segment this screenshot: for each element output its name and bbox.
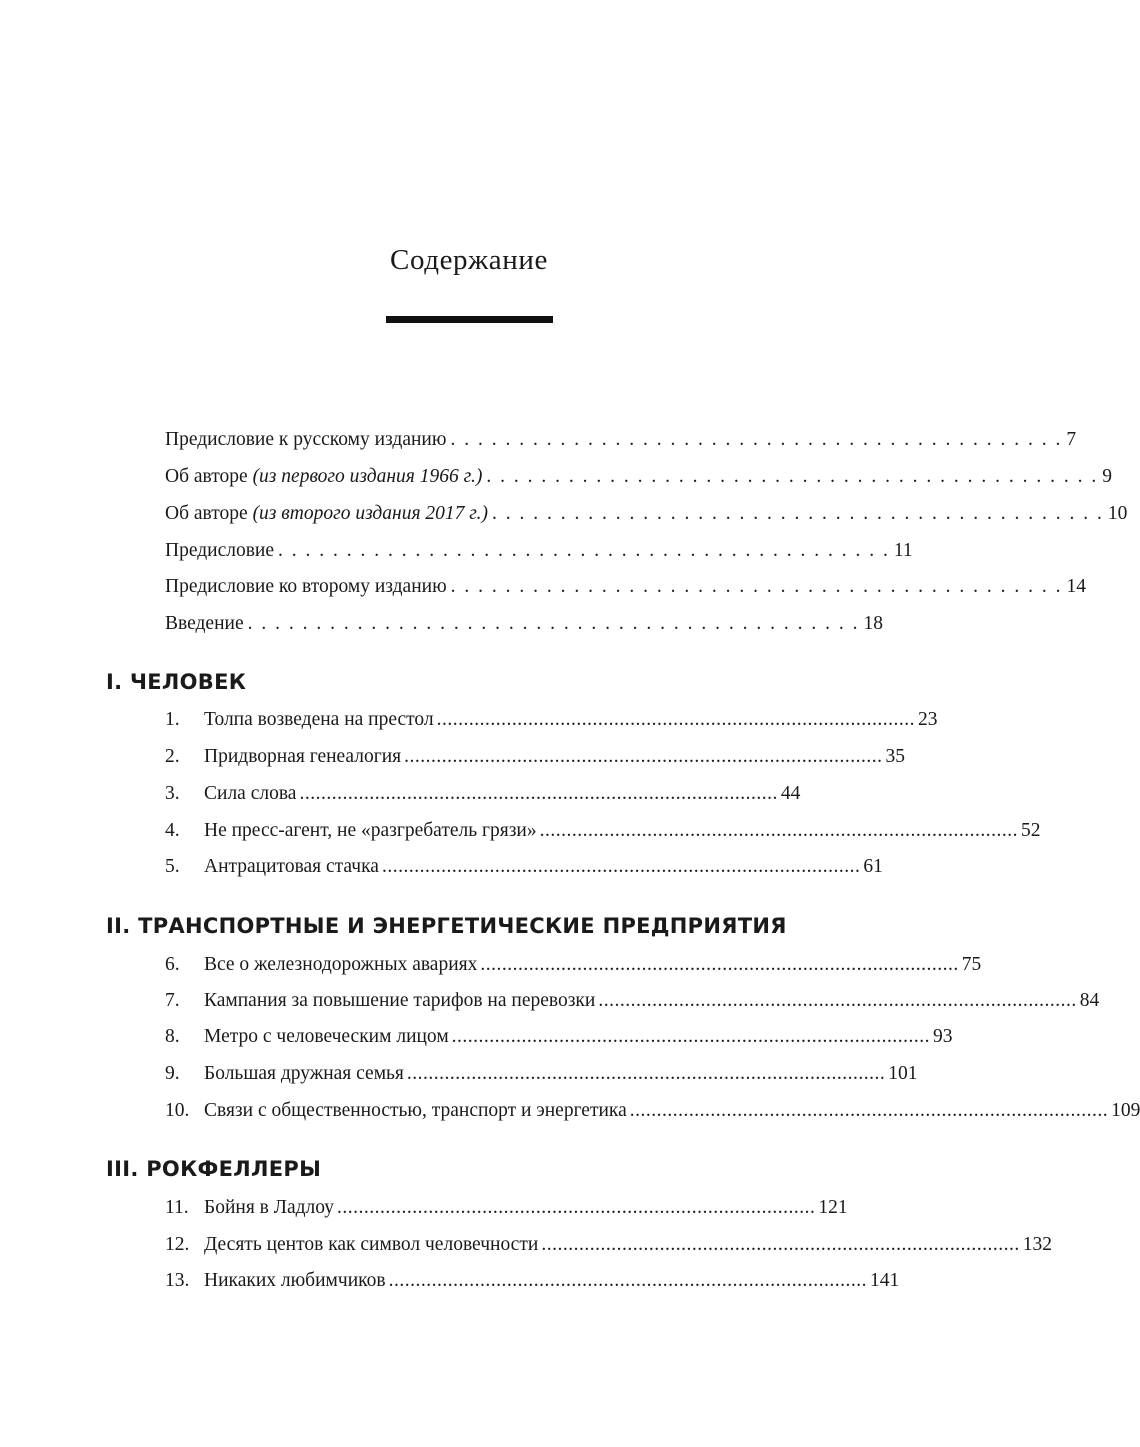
chapter-page: 35 xyxy=(885,746,906,767)
toc-entry[interactable] xyxy=(165,610,883,638)
toc-entry[interactable] xyxy=(165,463,1112,491)
chapter-title: Сила слова xyxy=(204,783,297,804)
toc-leader-dots: . . . . . . . . . . . . . . . . . . . . . . . . . . . . . . . . . . . . . . . . . . . . . xyxy=(278,540,890,561)
chapter-page: 93 xyxy=(933,1026,953,1047)
toc-chapter[interactable] xyxy=(165,1060,918,1088)
chapter-number: 7. xyxy=(165,990,180,1011)
chapter-title: Никаких любимчиков xyxy=(204,1270,386,1291)
toc-leader-dots: ......................................................................................... xyxy=(480,954,959,975)
toc-chapter[interactable] xyxy=(165,1097,1140,1125)
chapter-page: 44 xyxy=(780,783,801,804)
toc-leader-dots: ......................................................................................... xyxy=(451,1026,931,1047)
chapter-title: Антрацитовая стачка xyxy=(204,856,379,877)
chapter-page: 84 xyxy=(1079,990,1100,1011)
toc-entry-label: Предисловие ко второму изданию xyxy=(165,576,447,597)
chapter-number: 4. xyxy=(165,820,180,841)
chapter-title: Кампания за повышение тарифов на перевозки xyxy=(204,990,596,1011)
toc-entry-page: 18 xyxy=(863,613,883,634)
toc-leader-dots: . . . . . . . . . . . . . . . . . . . . . . . . . . . . . . . . . . . . . . . . . . . . . xyxy=(450,429,1063,450)
chapter-page: 75 xyxy=(961,954,982,975)
toc-leader-dots: ......................................................................................... xyxy=(598,990,1077,1011)
chapter-number: 8. xyxy=(165,1026,180,1047)
toc-leader-dots: ......................................................................................... xyxy=(629,1100,1109,1121)
toc-entry-label: Об авторе xyxy=(165,503,248,524)
toc-leader-dots: ......................................................................................... xyxy=(436,709,916,730)
toc-leader-dots: ......................................................................................... xyxy=(337,1197,816,1218)
toc-leader-dots: ......................................................................................... xyxy=(381,856,861,877)
part-heading: I. ЧЕЛОВЕК xyxy=(106,670,247,694)
chapter-title: Большая дружная семья xyxy=(204,1063,404,1084)
toc-chapter[interactable] xyxy=(165,853,883,881)
chapter-title: Десять центов как символ человечности xyxy=(204,1234,539,1255)
toc-entry[interactable] xyxy=(165,537,913,565)
chapter-number: 3. xyxy=(165,783,180,804)
chapter-title: Придворная генеалогия xyxy=(204,746,402,767)
page-title: Содержание xyxy=(390,244,548,276)
toc-chapter[interactable] xyxy=(165,1267,900,1295)
toc-leader-dots: . . . . . . . . . . . . . . . . . . . . . . . . . . . . . . . . . . . . . . . . . . . . . xyxy=(492,503,1104,524)
toc-leader-dots: ......................................................................................... xyxy=(406,1063,886,1084)
chapter-page: 109 xyxy=(1111,1100,1140,1121)
chapter-page: 132 xyxy=(1022,1234,1052,1255)
toc-entry-page: 10 xyxy=(1107,503,1128,524)
chapter-page: 52 xyxy=(1021,820,1041,841)
chapter-number: 12. xyxy=(165,1234,190,1255)
toc-entry-page: 11 xyxy=(893,540,913,561)
chapter-number: 1. xyxy=(165,709,180,730)
toc-entry-label: Введение xyxy=(165,613,244,634)
toc-chapter[interactable] xyxy=(165,1194,848,1222)
toc-chapter[interactable] xyxy=(165,780,801,808)
toc-entry-label: Предисловие к русскому изданию xyxy=(165,429,447,450)
chapter-number: 11. xyxy=(165,1197,189,1218)
toc-chapter[interactable] xyxy=(165,1231,1052,1259)
chapter-page: 23 xyxy=(918,709,938,730)
toc-entry-note: (из второго издания 2017 г.) xyxy=(252,503,488,524)
chapter-title: Все о железнодорожных авариях xyxy=(204,954,478,975)
toc-leader-dots: . . . . . . . . . . . . . . . . . . . . . . . . . . . . . . . . . . . . . . . . . . . . . xyxy=(486,466,1099,487)
toc-entry-label: Предисловие xyxy=(165,540,275,561)
title-rule xyxy=(386,316,553,323)
toc-chapter[interactable] xyxy=(165,743,906,771)
toc-leader-dots: ......................................................................................... xyxy=(404,746,883,767)
chapter-page: 101 xyxy=(888,1063,918,1084)
toc-leader-dots: ......................................................................................... xyxy=(541,1234,1020,1255)
toc-chapter[interactable] xyxy=(165,817,1041,845)
chapter-number: 2. xyxy=(165,746,180,767)
chapter-page: 61 xyxy=(863,856,883,877)
toc-entry-label: Об авторе xyxy=(165,466,248,487)
toc-entry-note: (из первого издания 1966 г.) xyxy=(252,466,483,487)
toc-chapter[interactable] xyxy=(165,951,982,979)
chapter-title: Связи с общественностью, транспорт и энергетика xyxy=(204,1100,627,1121)
chapter-title: Не пресс-агент, не «разгребатель грязи» xyxy=(204,820,537,841)
toc-leader-dots: ......................................................................................... xyxy=(299,783,778,804)
chapter-title: Толпа возведена на престол xyxy=(204,709,434,730)
toc-entry-page: 7 xyxy=(1066,429,1077,450)
chapter-number: 6. xyxy=(165,954,180,975)
toc-chapter[interactable] xyxy=(165,987,1100,1015)
toc-leader-dots: . . . . . . . . . . . . . . . . . . . . . . . . . . . . . . . . . . . . . . . . . . . . . xyxy=(247,613,860,634)
chapter-page: 121 xyxy=(818,1197,848,1218)
toc-entry[interactable] xyxy=(165,500,1128,528)
toc-leader-dots: . . . . . . . . . . . . . . . . . . . . . . . . . . . . . . . . . . . . . . . . . . . . . xyxy=(450,576,1063,597)
chapter-page: 141 xyxy=(869,1270,900,1291)
toc-leader-dots: ......................................................................................... xyxy=(539,820,1018,841)
chapter-title: Бойня в Ладлоу xyxy=(204,1197,335,1218)
toc-chapter[interactable] xyxy=(165,706,938,734)
chapter-number: 13. xyxy=(165,1270,190,1291)
toc-entry-page: 14 xyxy=(1066,576,1087,597)
chapter-number: 10. xyxy=(165,1100,190,1121)
toc-entry[interactable] xyxy=(165,426,1077,454)
chapter-title: Метро с человеческим лицом xyxy=(204,1026,449,1047)
toc-entry-page: 9 xyxy=(1102,466,1112,487)
toc-leader-dots: ......................................................................................... xyxy=(388,1270,867,1291)
toc-chapter[interactable] xyxy=(165,1023,953,1051)
toc-entry[interactable] xyxy=(165,573,1087,601)
part-heading: III. РОКФЕЛЛЕРЫ xyxy=(106,1157,322,1181)
chapter-number: 5. xyxy=(165,856,180,877)
part-heading: II. ТРАНСПОРТНЫЕ И ЭНЕРГЕТИЧЕСКИЕ ПРЕДПРИЯТИЯ xyxy=(106,914,787,938)
chapter-number: 9. xyxy=(165,1063,180,1084)
